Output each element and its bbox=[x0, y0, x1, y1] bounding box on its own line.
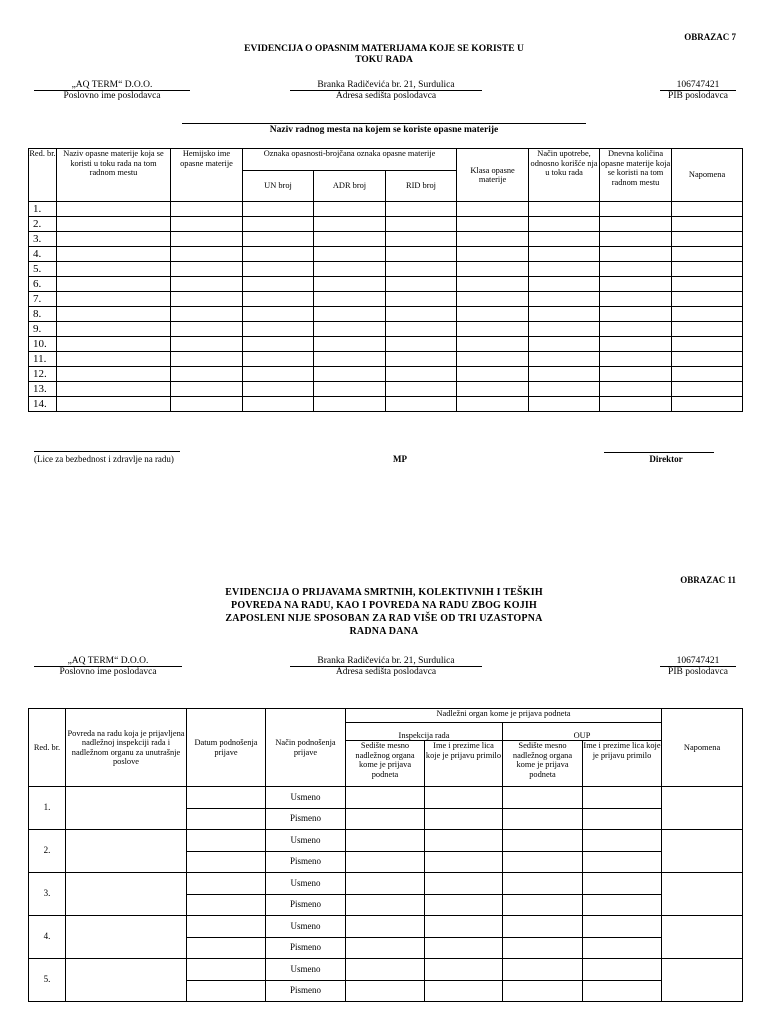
row-number: 3. bbox=[29, 232, 57, 247]
authority-cell[interactable] bbox=[583, 787, 662, 809]
employer-name-label: Poslovno ime poslodavca bbox=[59, 667, 157, 677]
authority-cell[interactable] bbox=[583, 959, 662, 981]
safety-officer-label: (Lice za bezbednost i zdravlje na radu) bbox=[34, 454, 174, 464]
table-cell[interactable] bbox=[529, 397, 600, 412]
employer-name-value: „AQ TERM“ D.O.O. bbox=[34, 656, 182, 667]
table-cell[interactable] bbox=[57, 367, 171, 382]
table-cell[interactable] bbox=[386, 247, 457, 262]
header-nacin: Način podnošenja prijave bbox=[266, 709, 346, 787]
table-row bbox=[29, 307, 743, 322]
authority-cell[interactable] bbox=[503, 981, 583, 1002]
table-cell[interactable] bbox=[314, 232, 386, 247]
table-cell[interactable] bbox=[529, 292, 600, 307]
form11-title-line4: RADNA DANA bbox=[349, 626, 419, 637]
pismeno-label: Pismeno bbox=[266, 852, 346, 873]
table-cell[interactable] bbox=[314, 277, 386, 292]
table-cell[interactable] bbox=[386, 307, 457, 322]
table-cell[interactable] bbox=[386, 337, 457, 352]
authority-cell[interactable] bbox=[346, 830, 425, 852]
authority-cell[interactable] bbox=[425, 787, 503, 809]
table-cell[interactable] bbox=[600, 337, 672, 352]
authority-cell[interactable] bbox=[346, 938, 425, 959]
table-cell[interactable] bbox=[672, 217, 743, 232]
header-un: UN broj bbox=[243, 171, 314, 202]
row-number: 12. bbox=[29, 367, 57, 382]
table-cell[interactable] bbox=[171, 307, 243, 322]
authority-cell[interactable] bbox=[583, 873, 662, 895]
pib-label: PIB poslodavca bbox=[668, 667, 728, 677]
table-cell[interactable] bbox=[529, 262, 600, 277]
header-sediste-oup: Sedište mesno nadležnog organa kome je prijava podneta bbox=[503, 741, 583, 787]
table-cell[interactable] bbox=[57, 337, 171, 352]
header-naziv: Naziv opasne materije koja se koristi u toku rada na tom radnom mestu bbox=[57, 149, 171, 202]
table-cell[interactable] bbox=[457, 262, 529, 277]
table-row bbox=[29, 787, 743, 809]
table-cell[interactable] bbox=[529, 232, 600, 247]
table-cell[interactable] bbox=[171, 232, 243, 247]
injury-reports-rows bbox=[29, 787, 743, 1002]
authority-cell[interactable] bbox=[503, 873, 583, 895]
header-povreda: Povreda na radu koja je prijavljena nadležnoj inspekciji rada i nadležnom organu za unutrašnje poslove bbox=[66, 709, 187, 787]
injury-cell[interactable] bbox=[66, 787, 187, 830]
table-cell[interactable] bbox=[57, 322, 171, 337]
table-cell[interactable] bbox=[600, 397, 672, 412]
table-cell[interactable] bbox=[314, 352, 386, 367]
table-cell[interactable] bbox=[600, 352, 672, 367]
safety-officer-sig-line bbox=[34, 451, 180, 452]
table-cell[interactable] bbox=[243, 322, 314, 337]
pismeno-label: Pismeno bbox=[266, 895, 346, 916]
row-number: 14. bbox=[29, 397, 57, 412]
table-cell[interactable] bbox=[672, 292, 743, 307]
table-cell[interactable] bbox=[171, 337, 243, 352]
form7-employer-name bbox=[34, 80, 190, 102]
usmeno-label: Usmeno bbox=[266, 787, 346, 809]
authority-cell[interactable] bbox=[346, 852, 425, 873]
table-cell[interactable] bbox=[600, 322, 672, 337]
row-number: 4. bbox=[29, 247, 57, 262]
authority-cell[interactable] bbox=[583, 938, 662, 959]
table-cell[interactable] bbox=[314, 262, 386, 277]
authority-cell[interactable] bbox=[346, 959, 425, 981]
date-cell[interactable] bbox=[187, 852, 266, 873]
note-cell[interactable] bbox=[662, 959, 743, 1002]
workplace-line bbox=[182, 123, 586, 124]
header-red-br: Red. br. bbox=[29, 149, 57, 202]
table-row bbox=[29, 367, 743, 382]
table-row bbox=[29, 202, 743, 217]
note-cell[interactable] bbox=[662, 787, 743, 830]
usmeno-label: Usmeno bbox=[266, 873, 346, 895]
pismeno-label: Pismeno bbox=[266, 809, 346, 830]
row-number: 7. bbox=[29, 292, 57, 307]
pib-value: 106747421 bbox=[660, 656, 736, 667]
usmeno-label: Usmeno bbox=[266, 916, 346, 938]
table-cell[interactable] bbox=[600, 382, 672, 397]
authority-cell[interactable] bbox=[425, 959, 503, 981]
table-cell[interactable] bbox=[57, 247, 171, 262]
table-cell[interactable] bbox=[243, 382, 314, 397]
table-cell[interactable] bbox=[529, 352, 600, 367]
row-number: 11. bbox=[29, 352, 57, 367]
table-cell[interactable] bbox=[171, 277, 243, 292]
authority-cell[interactable] bbox=[425, 895, 503, 916]
table-cell[interactable] bbox=[314, 367, 386, 382]
row-number: 6. bbox=[29, 277, 57, 292]
form7-title-line1: EVIDENCIJA O OPASNIM MATERIJAMA KOJE SE KORISTE U bbox=[244, 44, 524, 54]
table-cell[interactable] bbox=[600, 367, 672, 382]
table-cell[interactable] bbox=[529, 367, 600, 382]
table-cell[interactable] bbox=[672, 307, 743, 322]
form11-title-line3: ZAPOSLENI NIJE SPOSOBAN ZA RAD VIŠE OD TRI UZASTOPNA bbox=[225, 613, 543, 624]
form11-address bbox=[290, 656, 482, 678]
table-cell[interactable] bbox=[386, 322, 457, 337]
header-nacin: Način upotrebe, odnosno korišće nja u toku rada bbox=[529, 149, 600, 202]
injury-cell[interactable] bbox=[66, 959, 187, 1002]
table-row bbox=[29, 247, 743, 262]
header-red-br: Red. br. bbox=[29, 709, 66, 787]
form11-title-line1: EVIDENCIJA O PRIJAVAMA SMRTNIH, KOLEKTIVNIH I TEŠKIH bbox=[225, 587, 543, 598]
authority-cell[interactable] bbox=[503, 809, 583, 830]
row-number: 1. bbox=[29, 787, 66, 830]
header-inspekcija: Inspekcija rada bbox=[346, 723, 503, 741]
table-cell[interactable] bbox=[386, 292, 457, 307]
form11-title-line2: POVREDA NA RADU, KAO I POVREDA NA RADU ZBOG KOJIH bbox=[231, 600, 537, 611]
table-cell[interactable] bbox=[457, 337, 529, 352]
form11-number: OBRAZAC 11 bbox=[680, 575, 736, 585]
row-number: 1. bbox=[29, 202, 57, 217]
row-number: 2. bbox=[29, 217, 57, 232]
table-cell[interactable] bbox=[386, 232, 457, 247]
header-napomena: Napomena bbox=[672, 149, 743, 202]
director-label: Direktor bbox=[649, 454, 683, 464]
table-cell[interactable] bbox=[57, 277, 171, 292]
director-sig-line bbox=[604, 452, 714, 453]
authority-cell[interactable] bbox=[503, 916, 583, 938]
authority-cell[interactable] bbox=[346, 873, 425, 895]
table-cell[interactable] bbox=[386, 202, 457, 217]
authority-cell[interactable] bbox=[425, 938, 503, 959]
date-cell[interactable] bbox=[187, 959, 266, 981]
table-row bbox=[29, 277, 743, 292]
address-label: Adresa sedišta poslodavca bbox=[335, 91, 437, 101]
authority-cell[interactable] bbox=[503, 852, 583, 873]
workplace-label: Naziv radnog mesta na kojem se koriste opasne materije bbox=[269, 125, 499, 135]
table-cell[interactable] bbox=[57, 382, 171, 397]
table-cell[interactable] bbox=[57, 307, 171, 322]
form11-pib bbox=[660, 656, 736, 678]
table-cell[interactable] bbox=[314, 307, 386, 322]
authority-cell[interactable] bbox=[346, 809, 425, 830]
table-cell[interactable] bbox=[529, 202, 600, 217]
table-cell[interactable] bbox=[171, 397, 243, 412]
table-cell[interactable] bbox=[529, 337, 600, 352]
table-cell[interactable] bbox=[457, 352, 529, 367]
row-number: 9. bbox=[29, 322, 57, 337]
table-row bbox=[29, 322, 743, 337]
form7-number: OBRAZAC 7 bbox=[684, 32, 736, 42]
table-cell[interactable] bbox=[457, 367, 529, 382]
table-cell[interactable] bbox=[243, 292, 314, 307]
authority-cell[interactable] bbox=[583, 830, 662, 852]
table-row bbox=[29, 262, 743, 277]
table-cell[interactable] bbox=[386, 397, 457, 412]
table-cell[interactable] bbox=[457, 292, 529, 307]
table-cell[interactable] bbox=[243, 367, 314, 382]
table-cell[interactable] bbox=[171, 367, 243, 382]
table-cell[interactable] bbox=[243, 307, 314, 322]
authority-cell[interactable] bbox=[583, 809, 662, 830]
table-cell[interactable] bbox=[672, 247, 743, 262]
table-cell[interactable] bbox=[386, 382, 457, 397]
table-cell[interactable] bbox=[457, 202, 529, 217]
pismeno-label: Pismeno bbox=[266, 981, 346, 1002]
table-cell[interactable] bbox=[457, 382, 529, 397]
header-rid: RID broj bbox=[386, 171, 457, 202]
authority-cell[interactable] bbox=[583, 981, 662, 1002]
row-number: 2. bbox=[29, 830, 66, 873]
form11-employer-name bbox=[34, 656, 182, 678]
table-cell[interactable] bbox=[457, 217, 529, 232]
table-cell[interactable] bbox=[529, 382, 600, 397]
table-cell[interactable] bbox=[386, 367, 457, 382]
row-number: 8. bbox=[29, 307, 57, 322]
authority-cell[interactable] bbox=[425, 873, 503, 895]
table-row bbox=[29, 830, 743, 852]
table-cell[interactable] bbox=[457, 277, 529, 292]
table-cell[interactable] bbox=[457, 322, 529, 337]
table-cell[interactable] bbox=[243, 397, 314, 412]
authority-cell[interactable] bbox=[346, 916, 425, 938]
table-cell[interactable] bbox=[171, 247, 243, 262]
table-cell[interactable] bbox=[171, 382, 243, 397]
injury-cell[interactable] bbox=[66, 873, 187, 916]
hazardous-materials-rows bbox=[29, 202, 743, 412]
authority-cell[interactable] bbox=[583, 852, 662, 873]
table-cell[interactable] bbox=[57, 352, 171, 367]
usmeno-label: Usmeno bbox=[266, 830, 346, 852]
header-hemijsko: Hemijsko ime opasne materije bbox=[171, 149, 243, 202]
table-cell[interactable] bbox=[600, 292, 672, 307]
table-cell[interactable] bbox=[386, 262, 457, 277]
table-row bbox=[29, 217, 743, 232]
table-cell[interactable] bbox=[314, 202, 386, 217]
table-row bbox=[29, 352, 743, 367]
authority-cell[interactable] bbox=[346, 787, 425, 809]
date-cell[interactable] bbox=[187, 895, 266, 916]
table-cell[interactable] bbox=[57, 262, 171, 277]
table-cell[interactable] bbox=[386, 352, 457, 367]
date-cell[interactable] bbox=[187, 916, 266, 938]
authority-cell[interactable] bbox=[583, 916, 662, 938]
table-cell[interactable] bbox=[171, 217, 243, 232]
row-number: 5. bbox=[29, 959, 66, 1002]
table-row bbox=[29, 337, 743, 352]
table-cell[interactable] bbox=[243, 262, 314, 277]
authority-cell[interactable] bbox=[425, 916, 503, 938]
header-adr: ADR broj bbox=[314, 171, 386, 202]
table-cell[interactable] bbox=[457, 307, 529, 322]
table-cell[interactable] bbox=[600, 262, 672, 277]
date-cell[interactable] bbox=[187, 873, 266, 895]
injury-cell[interactable] bbox=[66, 916, 187, 959]
table-cell[interactable] bbox=[600, 217, 672, 232]
table-cell[interactable] bbox=[57, 397, 171, 412]
pib-value: 106747421 bbox=[660, 80, 736, 91]
table-cell[interactable] bbox=[529, 217, 600, 232]
table-cell[interactable] bbox=[243, 217, 314, 232]
table-cell[interactable] bbox=[672, 397, 743, 412]
form11-title bbox=[0, 586, 768, 638]
authority-cell[interactable] bbox=[425, 981, 503, 1002]
pismeno-label: Pismeno bbox=[266, 938, 346, 959]
row-number: 13. bbox=[29, 382, 57, 397]
table-cell[interactable] bbox=[314, 217, 386, 232]
header-kolicina: Dnevna količina opasne materije koja se koristi na tom radnom mestu bbox=[600, 149, 672, 202]
table-cell[interactable] bbox=[314, 322, 386, 337]
date-cell[interactable] bbox=[187, 830, 266, 852]
header-sediste-inspekcija: Sedište mesno nadležnog organa kome je prijava podneta bbox=[346, 741, 425, 787]
authority-cell[interactable] bbox=[503, 959, 583, 981]
employer-name-label: Poslovno ime poslodavca bbox=[63, 91, 161, 101]
table-cell[interactable] bbox=[243, 277, 314, 292]
header-oup: OUP bbox=[503, 723, 662, 741]
table-cell[interactable] bbox=[600, 307, 672, 322]
row-number: 5. bbox=[29, 262, 57, 277]
table-cell[interactable] bbox=[600, 232, 672, 247]
address-value: Branka Radičevića br. 21, Surdulica bbox=[290, 80, 482, 91]
hazardous-materials-table bbox=[28, 148, 743, 412]
table-cell[interactable] bbox=[243, 247, 314, 262]
address-label: Adresa sedišta poslodavca bbox=[335, 667, 437, 677]
authority-cell[interactable] bbox=[346, 895, 425, 916]
injury-reports-table bbox=[28, 708, 743, 1002]
table-cell[interactable] bbox=[57, 202, 171, 217]
note-cell[interactable] bbox=[662, 916, 743, 959]
date-cell[interactable] bbox=[187, 981, 266, 1002]
table-row bbox=[29, 397, 743, 412]
table-cell[interactable] bbox=[243, 352, 314, 367]
table-cell[interactable] bbox=[386, 277, 457, 292]
table-cell[interactable] bbox=[457, 232, 529, 247]
form7-title bbox=[0, 44, 768, 66]
header-ime-inspekcija: Ime i prezime lica koje je prijavu primilo bbox=[425, 741, 503, 787]
form7-address bbox=[290, 80, 482, 102]
table-cell[interactable] bbox=[243, 232, 314, 247]
table-cell[interactable] bbox=[314, 292, 386, 307]
table-cell[interactable] bbox=[672, 277, 743, 292]
table-cell[interactable] bbox=[314, 337, 386, 352]
date-cell[interactable] bbox=[187, 809, 266, 830]
table-cell[interactable] bbox=[314, 397, 386, 412]
date-cell[interactable] bbox=[187, 787, 266, 809]
header-ime-oup: Ime i prezime lica koje je prijavu primilo bbox=[583, 741, 662, 787]
header-klasa: Klasa opasne materije bbox=[457, 149, 529, 202]
table-row bbox=[29, 382, 743, 397]
row-number: 4. bbox=[29, 916, 66, 959]
address-value: Branka Radičevića br. 21, Surdulica bbox=[290, 656, 482, 667]
authority-cell[interactable] bbox=[425, 830, 503, 852]
form7-title-line2: TOKU RADA bbox=[355, 55, 413, 65]
table-cell[interactable] bbox=[171, 322, 243, 337]
authority-cell[interactable] bbox=[503, 938, 583, 959]
table-cell[interactable] bbox=[314, 382, 386, 397]
row-number: 3. bbox=[29, 873, 66, 916]
note-cell[interactable] bbox=[662, 830, 743, 873]
header-datum: Datum podnošenja prijave bbox=[187, 709, 266, 787]
authority-cell[interactable] bbox=[583, 895, 662, 916]
date-cell[interactable] bbox=[187, 938, 266, 959]
authority-cell[interactable] bbox=[503, 787, 583, 809]
table-cell[interactable] bbox=[314, 247, 386, 262]
usmeno-label: Usmeno bbox=[266, 959, 346, 981]
table-row bbox=[29, 292, 743, 307]
table-cell[interactable] bbox=[57, 217, 171, 232]
header-nadlezni: Nadležni organ kome je prijava podneta bbox=[346, 709, 662, 723]
table-cell[interactable] bbox=[171, 292, 243, 307]
authority-cell[interactable] bbox=[503, 895, 583, 916]
table-cell[interactable] bbox=[457, 247, 529, 262]
table-cell[interactable] bbox=[243, 337, 314, 352]
row-number: 10. bbox=[29, 337, 57, 352]
table-cell[interactable] bbox=[672, 202, 743, 217]
table-cell[interactable] bbox=[171, 202, 243, 217]
header-oznaka: Oznaka opasnosti-brojčana oznaka opasne materije bbox=[243, 149, 457, 171]
table-row bbox=[29, 916, 743, 938]
table-row bbox=[29, 959, 743, 981]
table-cell[interactable] bbox=[386, 217, 457, 232]
table-cell[interactable] bbox=[672, 382, 743, 397]
injury-cell[interactable] bbox=[66, 830, 187, 873]
table-cell[interactable] bbox=[57, 292, 171, 307]
table-cell[interactable] bbox=[672, 337, 743, 352]
authority-cell[interactable] bbox=[425, 852, 503, 873]
table-cell[interactable] bbox=[600, 202, 672, 217]
table-cell[interactable] bbox=[672, 322, 743, 337]
header-napomena: Napomena bbox=[662, 709, 743, 787]
table-cell[interactable] bbox=[457, 397, 529, 412]
authority-cell[interactable] bbox=[503, 830, 583, 852]
table-cell[interactable] bbox=[529, 307, 600, 322]
table-cell[interactable] bbox=[672, 232, 743, 247]
table-cell[interactable] bbox=[672, 352, 743, 367]
note-cell[interactable] bbox=[662, 873, 743, 916]
table-cell[interactable] bbox=[171, 352, 243, 367]
table-cell[interactable] bbox=[171, 262, 243, 277]
employer-name-value: „AQ TERM“ D.O.O. bbox=[34, 80, 190, 91]
table-cell[interactable] bbox=[600, 277, 672, 292]
form7-pib bbox=[660, 80, 736, 102]
table-cell[interactable] bbox=[57, 232, 171, 247]
table-cell[interactable] bbox=[529, 247, 600, 262]
table-cell[interactable] bbox=[672, 367, 743, 382]
table-cell[interactable] bbox=[529, 322, 600, 337]
authority-cell[interactable] bbox=[346, 981, 425, 1002]
mp-stamp-label: MP bbox=[393, 454, 407, 464]
table-cell[interactable] bbox=[529, 277, 600, 292]
authority-cell[interactable] bbox=[425, 809, 503, 830]
table-row bbox=[29, 232, 743, 247]
table-cell[interactable] bbox=[600, 247, 672, 262]
table-row bbox=[29, 873, 743, 895]
pib-label: PIB poslodavca bbox=[668, 91, 728, 101]
table-cell[interactable] bbox=[243, 202, 314, 217]
table-cell[interactable] bbox=[672, 262, 743, 277]
